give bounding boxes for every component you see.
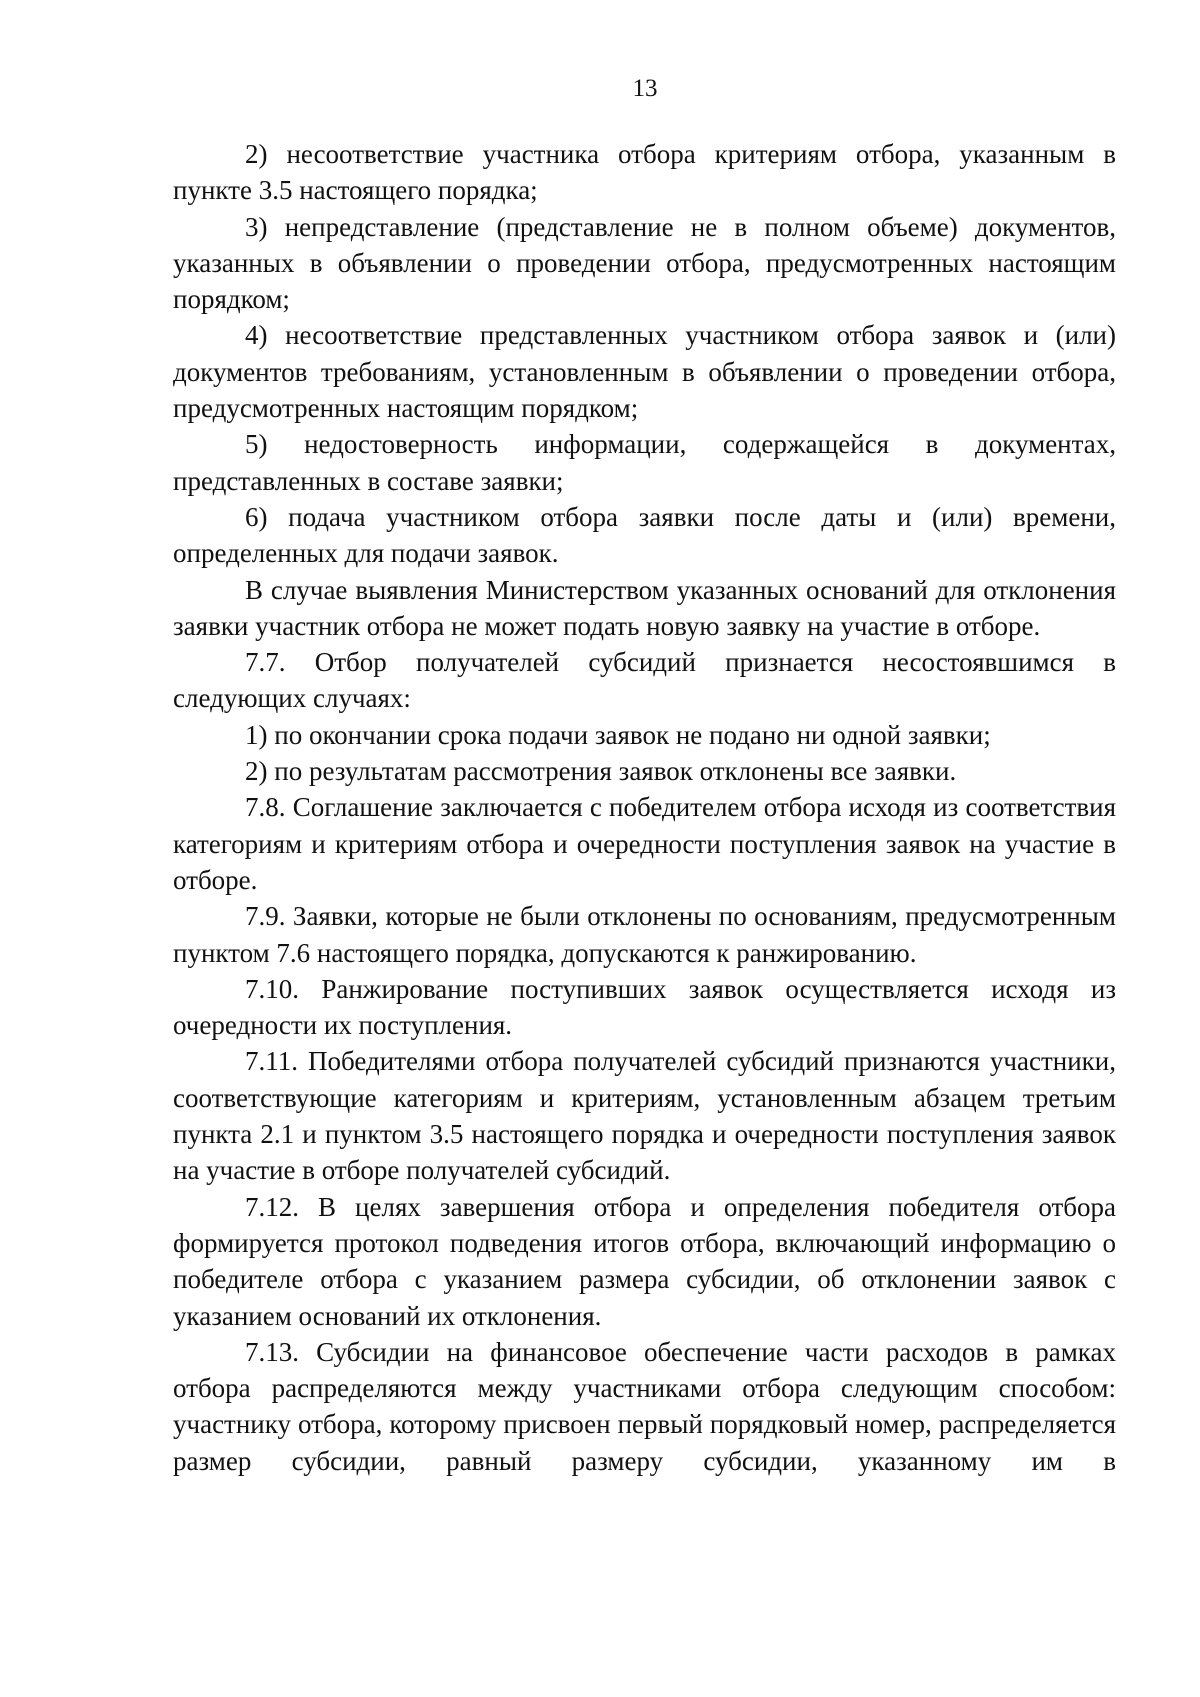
paragraph-item-4: 4) несоответствие представленных участником отбора заявок и (или) документов требованиям, установленным в объявлении о проведении отбора, предусмотренных настоящим порядком; xyxy=(173,320,1116,424)
paragraph-7-9: 7.9. Заявки, которые не были отклонены по основаниям, предусмотренным пунктом 7.6 настоящего порядка, допускаются к ранжированию. xyxy=(173,901,1116,968)
paragraph-7-7-case-1: 1) по окончании срока подачи заявок не подано ни одной заявки; xyxy=(245,719,991,750)
paragraph-7-7-case-2: 2) по результатам рассмотрения заявок отклонены все заявки. xyxy=(245,756,957,787)
paragraph-7-11: 7.11. Победителями отбора получателей субсидий признаются участники, соответствующие категориям и критериям, установленным абзацем третьим пункта 2.1 и пунктом 3.5 настоящего порядка и очередности поступления заявок на участие в отборе получателей субсидий. xyxy=(173,1046,1116,1186)
paragraph-7-7: 7.7. Отбор получателей субсидий признается несостоявшимся в следующих случаях: xyxy=(173,647,1116,714)
paragraph-7-8: 7.8. Соглашение заключается с победителем отбора исходя из соответствия категориям и критериям отбора и очередности поступления заявок на участие в отборе. xyxy=(173,792,1116,895)
paragraph-7-10: 7.10. Ранжирование поступивших заявок осуществляется исходя из очередности их поступления. xyxy=(173,973,1116,1041)
paragraph-item-5: 5) недостоверность информации, содержащейся в документах, представленных в составе заявки; xyxy=(173,429,1116,496)
paragraph-7-12: 7.12. В целях завершения отбора и определения победителя отбора формируется протокол подведения итогов отбора, включающий информацию о победителе отбора с указанием размера субсидии, об отклонении заявок с указанием оснований их отклонения. xyxy=(173,1191,1116,1331)
paragraph-item-6: 6) подача участником отбора заявки после даты и (или) времени, определенных для подачи заявок. xyxy=(173,501,1116,569)
document-body xyxy=(173,136,1116,1479)
paragraph-7-13: 7.13. Субсидии на финансовое обеспечение части расходов в рамках отбора распределяются между участниками отбора следующим способом: участнику отбора, которому присвоен первый порядковый номер, распределяется размер субсидии, равный размеру субсидии, указанному им в xyxy=(173,1336,1116,1476)
page-number: 13 xyxy=(632,75,658,102)
paragraph-item-3: 3) непредставление (представление не в полном объеме) документов, указанных в объявлении о проведении отбора, предусмотренных настоящим порядком; xyxy=(173,211,1116,315)
paragraph-item-2: 2) несоответствие участника отбора критериям отбора, указанным в пункте 3.5 настоящего порядка; xyxy=(173,139,1116,206)
paragraph-rejection-note: В случае выявления Министерством указанных оснований для отклонения заявки участник отбора не может подать новую заявку на участие в отборе. xyxy=(173,574,1116,641)
